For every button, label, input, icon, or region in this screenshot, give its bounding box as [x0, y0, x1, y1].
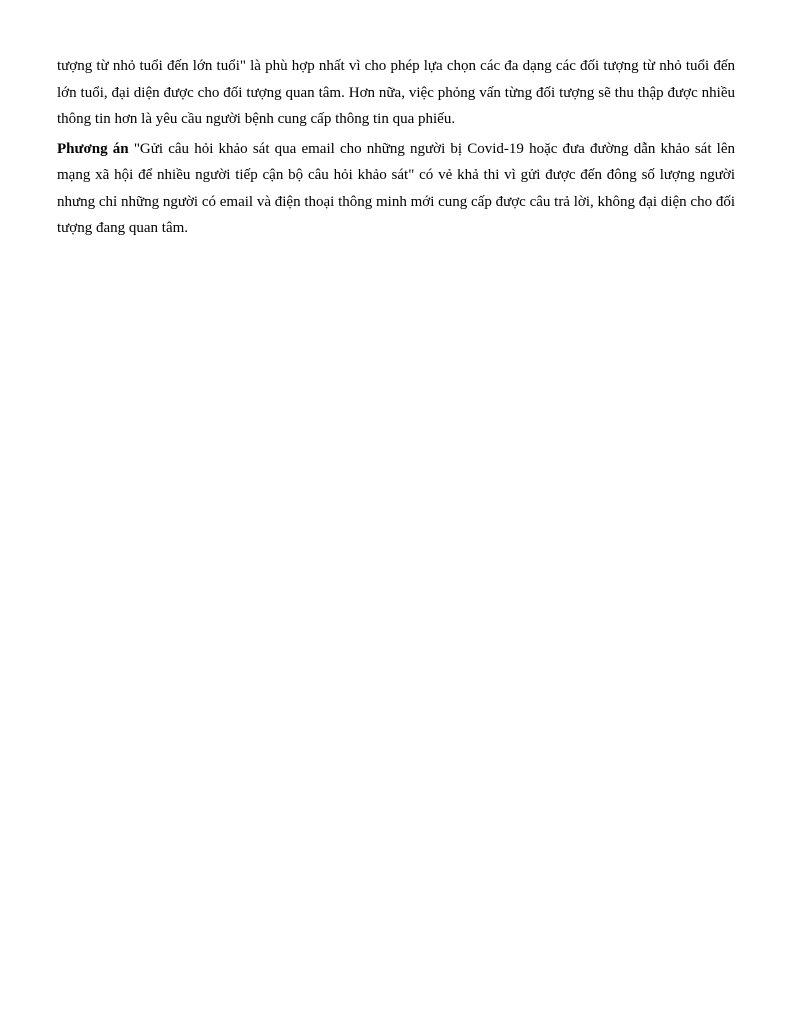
option-label: Phương án: [57, 140, 129, 157]
paragraph-option: [57, 136, 735, 242]
paragraph-text: tượng từ nhỏ tuổi đến lớn tuổi" là phù hợp nhất vì cho phép lựa chọn các đa dạng các đối tượng từ nhỏ tuổi đến lớn tuổi, đại diện được cho đối tượng quan tâm. Hơn nữa, việc phỏng vấn từng đối tượng sẽ thu thập được nhiều thông tin hơn là yêu cầu người bệnh cung cấp thông tin qua phiếu.: [57, 58, 735, 127]
document-page: [57, 53, 735, 245]
paragraph-continuation: [57, 53, 735, 133]
paragraph-text: "Gửi câu hỏi khảo sát qua email cho những người bị Covid-19 hoặc đưa đường dẫn khảo sát lên mạng xã hội để nhiều người tiếp cận bộ câu hỏi khảo sát" có vẻ khả thi vì gửi được đến đông số lượng người nhưng chỉ những người có email và điện thoại thông minh mới cung cấp được câu trả lời, không đại diện cho đối tượng đang quan tâm.: [57, 140, 735, 236]
